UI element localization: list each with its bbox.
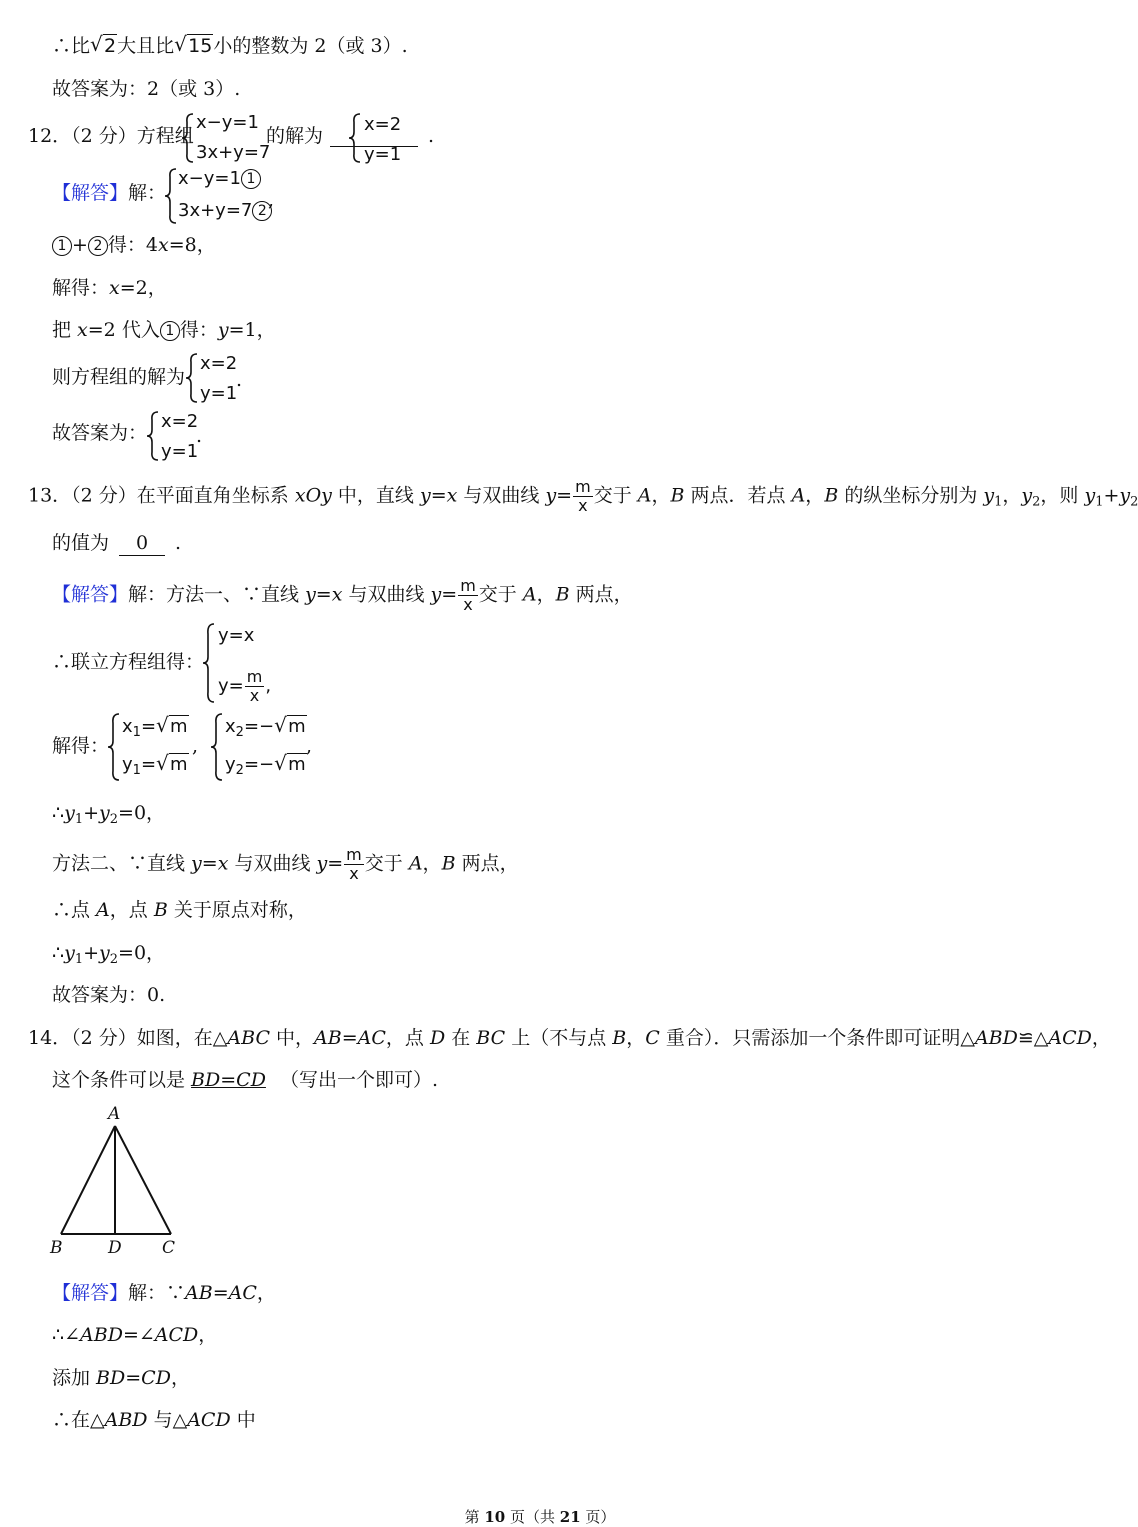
s12-then: 则方程组的解为 [52,366,186,388]
s12-sol1: x=2 [200,353,238,374]
s13-root2: $y_1=√$ m [122,754,189,782]
q12-eq2: 3x+y=7 [196,142,271,163]
page-footer: 第 10 页（共 21 页） [464,1508,616,1526]
q12-head: 12．（2 分）方程组 [28,125,194,147]
triangle-figure [45,1104,185,1260]
s12-dot: . [236,369,243,391]
s12-sol2: y=1 [200,383,238,404]
q13-line2: 的值为 0 . [52,532,182,554]
brace-icon [181,112,197,164]
solution-tag: 【解答】 [52,583,129,606]
brace-icon [185,352,201,404]
s12-dot2: . [196,425,203,447]
s13-final: 故答案为：0. [52,984,166,1006]
s12-solve: 解得：x=2， [52,277,167,299]
s13-root4: $y_2=-√$ m [225,754,307,782]
fraction-m-over-x: $\frac{m}{x}$ [246,667,263,705]
q12-ans2: y=1 [364,144,402,165]
s14-angle: ∴∠ABD=∠ACD， [52,1324,218,1346]
s12-sub: 把 x=2 代入 1 得：y=1， [52,319,276,341]
q14-line2: 这个条件可以是 BD=CD （写出一个即可）. [52,1069,438,1091]
line-1: ∴比√ 2大且比√ 15小的整数为 2（或 3）. [52,34,408,58]
s13-sys2: y= $\frac{m}{x}$ , [218,667,272,705]
s13-sum2: $\therefore y_1+y_2=0$， [52,942,166,967]
s12-eq2: 3x+y=7 2 [178,200,272,222]
sqrt-2: √ 2 [90,34,117,58]
fraction-m-over-x: $\frac{m}{x}$ [575,477,591,515]
brace-icon [202,622,218,704]
s13-root1: $x_1=√$ m [122,716,189,744]
page-number: 10 [484,1508,506,1526]
q12-tail: . [428,125,435,147]
s13-sym: ∴点 A，点 B 关于原点对称， [52,899,307,921]
line-answer-11: 故答案为：2（或 3）. [52,78,241,100]
s13-sys1: y=x [218,625,255,646]
s12-f2: y=1 [161,441,199,462]
label-c: C [162,1238,176,1258]
brace-icon [146,410,162,462]
q12-mid: 的解为 [266,125,324,147]
s12-eq1: x−y=1 1 [178,168,261,190]
s13-fa2: 方法二、∵直线 y=x 与双曲线 y= $\frac{m}{x}$ 交于 A，B 两点， [52,845,519,883]
label-b: B [50,1238,63,1258]
fraction-m-over-x: $\frac{m}{x}$ [346,845,362,883]
label-a: A [108,1104,121,1124]
page-total: 21 [559,1508,581,1526]
q12-ans1: x=2 [364,114,402,135]
s14-in: ∴在△ABD 与△ACD 中 [52,1409,256,1431]
solution-tag: 【解答】 [52,1282,129,1304]
label-d: D [108,1238,122,1258]
solution-tag: 【解答】 [52,182,129,204]
s13-sum1: $\therefore y_1+y_2=0$， [52,802,166,827]
s14-add: 添加 BD=CD， [52,1367,190,1389]
sqrt-15: √ 15 [174,34,213,58]
s12-add: 1 + 2 得：4x=8， [52,233,216,257]
s13-lian: ∴联立方程组得： [52,651,205,673]
fraction-m-over-x: $\frac{m}{x}$ [460,576,476,614]
brace-icon [348,112,364,164]
s12-comma: , [268,189,275,211]
q12-eq1: x−y=1 [196,112,259,133]
s12-f1: x=2 [161,411,199,432]
q14-line1: 14．（2 分）如图，在△ABC 中，AB=AC，点 D 在 BC 上（不与点 B，C 重合）．只需添加一个条件即可证明△ABD≌△ACD， [28,1027,1111,1049]
q13-answer-blank: 0 [119,531,165,556]
s13-root3: $x_2=-√$ m [225,716,307,744]
q14-answer: BD=CD [191,1069,266,1091]
brace-icon [107,712,123,782]
s12-final: 故答案为： [52,422,148,444]
s12-tag-line: 【解答】解： [52,182,167,204]
q13-line1: 13．（2 分）在平面直角坐标系 xOy 中，直线 y=x 与双曲线 y= $\frac{m}{x}$ 交于 A，B 两点．若点 A，B 的纵坐标分别为 $y_1$，$y_2$，则 $y_1+y_2$ [28,477,1138,515]
s13-jiede: 解得： [52,735,110,757]
brace-icon [210,712,226,782]
s14-line1: 【解答】解：∵AB=AC， [52,1282,276,1304]
s13-line1: 【解答】解：方法一、∵直线 y=x 与双曲线 y= $\frac{m}{x}$ 交于 A，B 两点， [52,576,633,614]
